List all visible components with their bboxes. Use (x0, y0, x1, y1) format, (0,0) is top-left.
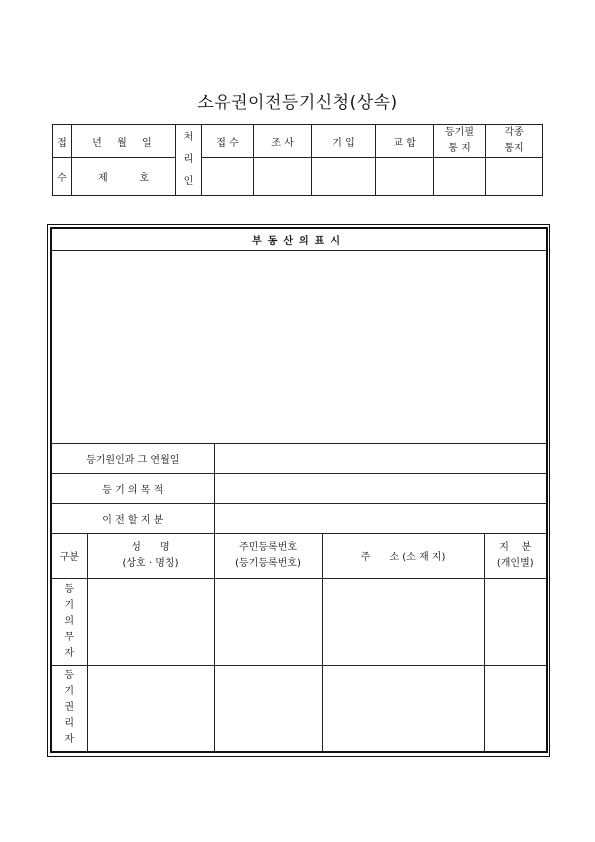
holder-label (51, 665, 87, 752)
receipt-cell-pilji[interactable] (434, 158, 486, 196)
obligor-id-field[interactable] (214, 578, 322, 665)
col-name-line1: 성 명 (131, 541, 170, 553)
receipt-cell-jeopsu[interactable] (202, 158, 254, 196)
receipt-date-label: 년 월 일 (72, 125, 176, 158)
receipt-jeop-label: 접 (53, 125, 72, 158)
receipt-col-pilji (434, 125, 486, 158)
obligor-address-field[interactable] (322, 578, 484, 665)
col-share-line2: (개인별) (496, 557, 534, 569)
obligor-label (51, 578, 87, 665)
receipt-table (52, 124, 543, 196)
obligor-char: 무 (64, 631, 75, 643)
property-description-area[interactable] (51, 250, 547, 443)
col-address: 주 소 (소 재 지) (322, 533, 484, 578)
share-field[interactable] (214, 503, 547, 533)
obligor-share-field[interactable] (484, 578, 547, 665)
purpose-label: 등 기 의 목 적 (51, 473, 214, 503)
col-id (214, 533, 322, 578)
holder-char: 권 (64, 702, 75, 714)
receipt-col-pilji-line2: 통 지 (448, 143, 471, 154)
receipt-col-gakjong (486, 125, 543, 158)
receipt-col-josa: 조 사 (254, 125, 312, 158)
holder-id-field[interactable] (214, 665, 322, 752)
receipt-col-gakjong-line2: 통지 (504, 143, 524, 154)
receipt-col-pilji-line1: 등기필 (445, 127, 474, 138)
processor-label (176, 125, 202, 196)
application-form-table (50, 227, 548, 753)
property-header: 부동산의표시 (51, 228, 547, 250)
obligor-char: 의 (64, 615, 75, 627)
cause-label: 등기원인과 그 연월일 (51, 443, 214, 473)
receipt-cell-gyohap[interactable] (376, 158, 434, 196)
receipt-col-giip: 기 입 (312, 125, 376, 158)
receipt-col-gakjong-line1: 각종 (504, 127, 524, 138)
receipt-su-label: 수 (53, 158, 72, 196)
holder-share-field[interactable] (484, 665, 547, 752)
receipt-col-gyohap: 교 합 (376, 125, 434, 158)
receipt-cell-giip[interactable] (312, 158, 376, 196)
holder-name-field[interactable] (87, 665, 214, 752)
obligor-char: 등 (64, 583, 75, 595)
holder-address-field[interactable] (322, 665, 484, 752)
processor-char: 처 (183, 132, 194, 143)
col-id-line2: (등기등록번호) (235, 557, 301, 569)
obligor-name-field[interactable] (87, 578, 214, 665)
col-share-line1: 지 분 (499, 541, 532, 553)
processor-char: 리 (183, 154, 194, 165)
receipt-cell-josa[interactable] (254, 158, 312, 196)
holder-char: 자 (64, 734, 75, 746)
receipt-cell-gakjong[interactable] (486, 158, 543, 196)
holder-char: 등 (64, 670, 75, 682)
col-name (87, 533, 214, 578)
cause-field[interactable] (214, 443, 547, 473)
obligor-char: 자 (64, 647, 75, 659)
col-name-line2: (상호 · 명칭) (122, 557, 179, 569)
processor-char: 인 (183, 176, 194, 187)
form-outer-frame (47, 224, 550, 757)
holder-char: 기 (64, 686, 75, 698)
receipt-col-jeopsu: 접 수 (202, 125, 254, 158)
col-division: 구분 (51, 533, 87, 578)
col-share (484, 533, 547, 578)
receipt-number-label: 제 호 (72, 158, 176, 196)
page-title: 소유권이전등기신청(상속) (197, 93, 398, 113)
holder-char: 리 (64, 718, 75, 730)
share-label: 이 전 할 지 분 (51, 503, 214, 533)
purpose-field[interactable] (214, 473, 547, 503)
obligor-char: 기 (64, 599, 75, 611)
col-id-line1: 주민등록번호 (239, 541, 297, 553)
